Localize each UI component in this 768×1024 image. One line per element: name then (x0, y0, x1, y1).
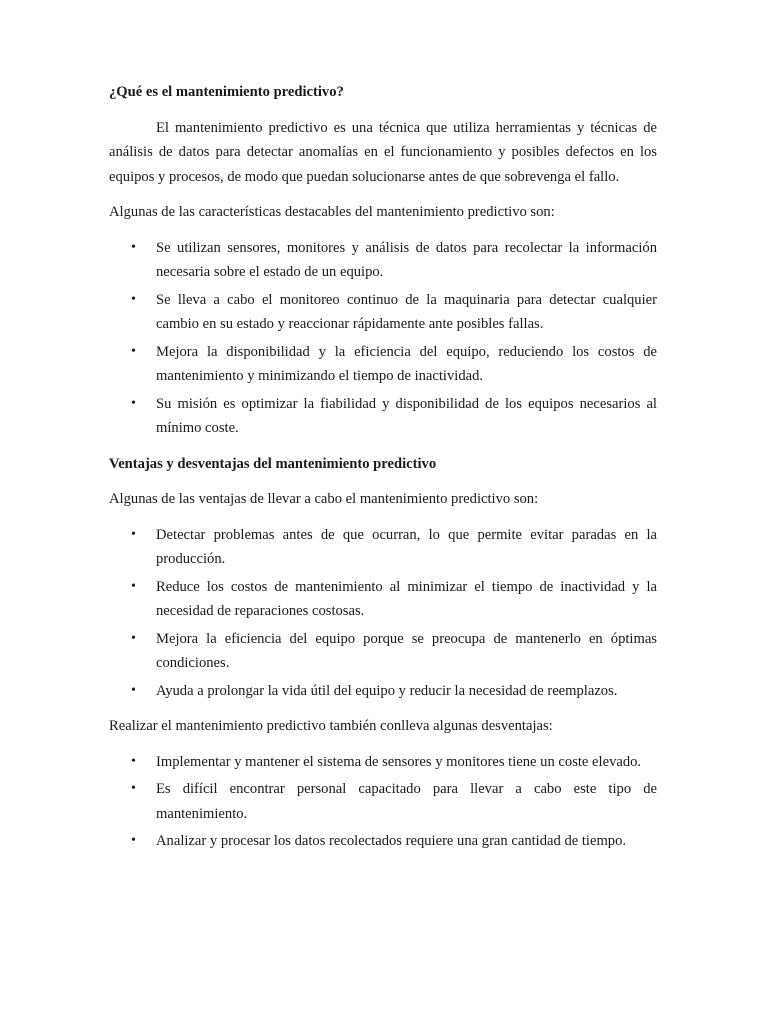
list-item-text: Detectar problemas antes de que ocurran, lo que permite evitar paradas en la producción. (156, 526, 657, 567)
list-item (109, 392, 657, 441)
document-page (109, 80, 657, 865)
list-item (109, 750, 657, 775)
disadvantages-list (109, 750, 657, 854)
disadvantages-lead: Realizar el mantenimiento predictivo también conlleva algunas desventajas: (109, 718, 553, 734)
list-item-text: Se lleva a cabo el monitoreo continuo de la maquinaria para detectar cualquier cambio en su estado y reaccionar rápidamente ante posibles fallas. (156, 291, 657, 332)
list-item (109, 340, 657, 389)
bullet-icon: • (131, 578, 136, 594)
list-item (109, 575, 657, 624)
list-item (109, 829, 657, 854)
list-item (109, 627, 657, 676)
bullet-icon: • (131, 395, 136, 411)
bullet-icon: • (131, 630, 136, 646)
list-item (109, 777, 657, 826)
list-item-text: Analizar y procesar los datos recolectados requiere una gran cantidad de tiempo. (156, 833, 627, 849)
list-item (109, 523, 657, 572)
list-item-text: Es difícil encontrar personal capacitado para llevar a cabo este tipo de mantenimiento. (156, 781, 657, 822)
advantages-list (109, 523, 657, 704)
characteristics-lead: Algunas de las características destacables del mantenimiento predictivo son: (109, 204, 555, 220)
list-item-text: Implementar y mantener el sistema de sensores y monitores tiene un coste elevado. (156, 753, 642, 770)
advantages-lead: Algunas de las ventajas de llevar a cabo el mantenimiento predictivo son: (109, 491, 539, 507)
list-item-text: Su misión es optimizar la fiabilidad y disponibilidad de los equipos necesarios al mínimo coste. (156, 395, 657, 436)
section-heading-what-is: ¿Qué es el mantenimiento predictivo? (109, 84, 344, 100)
bullet-icon: • (131, 682, 136, 698)
list-item (109, 288, 657, 337)
bullet-icon: • (131, 239, 136, 255)
characteristics-list (109, 236, 657, 441)
bullet-icon: • (131, 526, 136, 542)
list-item-text: Reduce los costos de mantenimiento al minimizar el tiempo de inactividad y la necesidad de reparaciones costosas. (156, 578, 657, 619)
bullet-icon: • (131, 753, 136, 769)
list-item (109, 236, 657, 285)
list-item-text: Mejora la disponibilidad y la eficiencia del equipo, reduciendo los costos de mantenimiento y minimizando el tiempo de inactividad. (156, 343, 657, 384)
bullet-icon: • (131, 343, 136, 359)
intro-paragraph: El mantenimiento predictivo es una técnica que utiliza herramientas y técnicas de análisis de datos para detectar anomalías en el funcionamiento y posibles defectos en los equipos y procesos, de modo que puedan solucionarse antes de que sobrevenga el fallo. (109, 119, 657, 185)
list-item-text: Mejora la eficiencia del equipo porque se preocupa de mantenerlo en óptimas condiciones. (156, 630, 657, 671)
list-item-text: Se utilizan sensores, monitores y análisis de datos para recolectar la información necesaria sobre el estado de un equipo. (156, 239, 657, 280)
list-item-text: Ayuda a prolongar la vida útil del equipo y reducir la necesidad de reemplazos. (156, 682, 618, 699)
list-item (109, 679, 657, 704)
section-heading-pros-cons: Ventajas y desventajas del mantenimiento predictivo (109, 455, 437, 472)
bullet-icon: • (131, 781, 136, 796)
bullet-icon: • (131, 833, 136, 848)
bullet-icon: • (131, 291, 136, 307)
